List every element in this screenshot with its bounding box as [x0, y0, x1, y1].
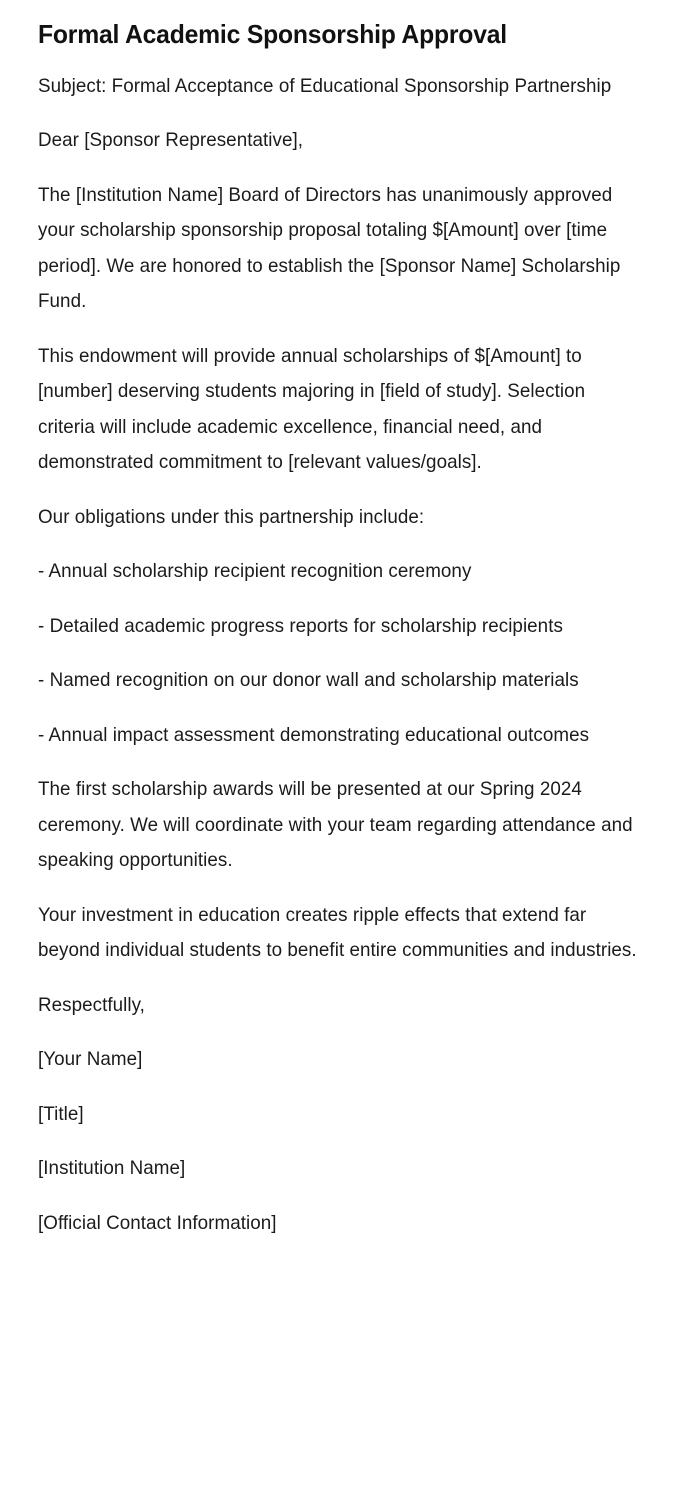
page-title: Formal Academic Sponsorship Approval	[38, 19, 507, 49]
obligation-1: - Annual scholarship recipient recognition ceremony	[38, 560, 472, 582]
endowment-details: This endowment will provide annual scholarships of $[Amount] to [number] deserving students majoring in [field of study]. Selection criteria will include academic excellence, financial need, and demonstrated commitment to [relevant values/goals].	[38, 344, 586, 473]
obligation-3: - Named recognition on our donor wall and scholarship materials	[38, 669, 579, 691]
obligation-4: - Annual impact assessment demonstrating educational outcomes	[38, 723, 590, 746]
valediction: Respectfully,	[38, 993, 145, 1016]
approval-notice: The [Institution Name] Board of Directors has unanimously approved your scholarship sponsorship proposal totaling $[Amount] over [time period]. We are honored to establish the [Sponsor Name] Scholarship Fund.	[38, 183, 621, 312]
first-awards: The first scholarship awards will be presented at our Spring 2024 ceremony. We will coordinate with your team regarding attendance and speaking opportunities.	[38, 778, 633, 871]
closing-statement: Your investment in education creates ripple effects that extend far beyond individual students to benefit entire communities and industries.	[38, 903, 637, 961]
obligations-intro: Our obligations under this partnership include:	[38, 505, 425, 528]
signer-title: [Title]	[38, 1102, 84, 1125]
signer-name: [Your Name]	[38, 1048, 143, 1070]
subject: Subject: Formal Acceptance of Educational Sponsorship Partnership	[38, 74, 612, 97]
signer-contact: [Official Contact Information]	[38, 1211, 277, 1234]
signer-institution: [Institution Name]	[38, 1157, 186, 1179]
obligation-2: - Detailed academic progress reports for scholarship recipients	[38, 614, 563, 637]
salutation: Dear [Sponsor Representative],	[38, 129, 304, 151]
document-body	[38, 69, 640, 1242]
